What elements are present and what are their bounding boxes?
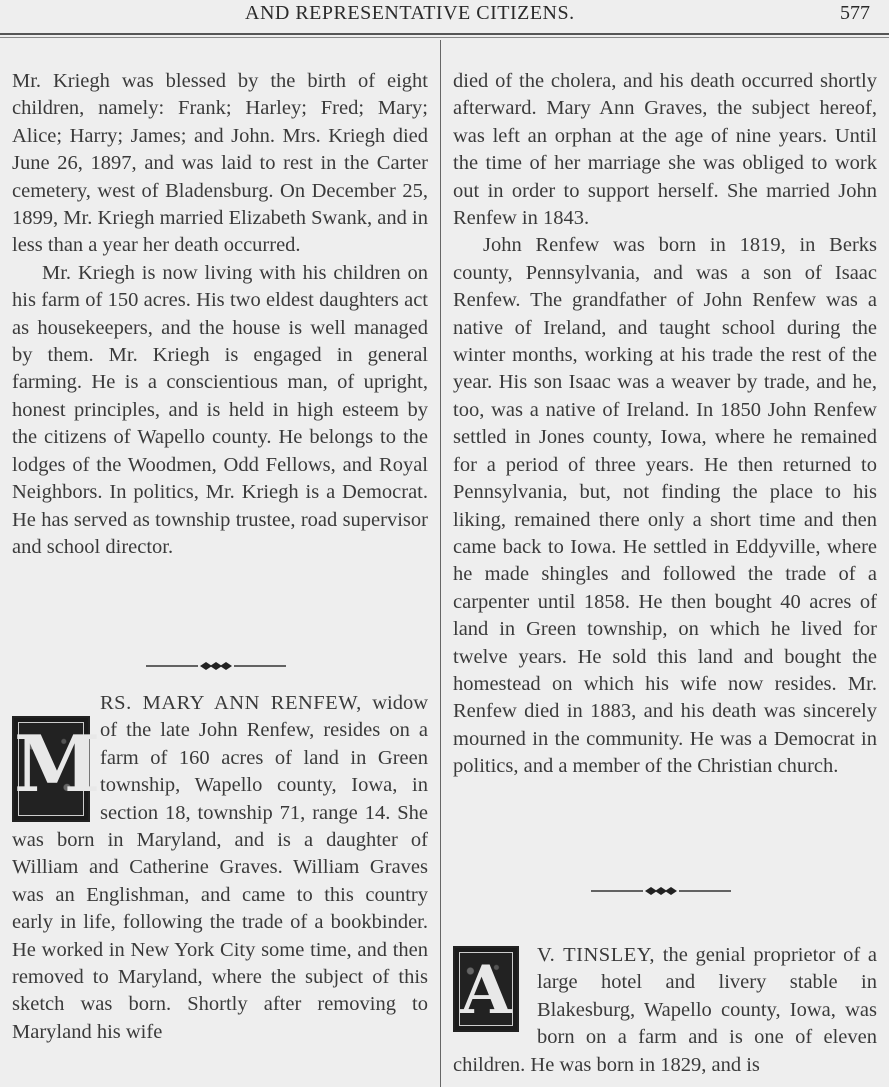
drop-cap-a — [453, 946, 519, 1032]
section-ornament — [146, 659, 286, 673]
tinsley-section — [453, 942, 877, 1079]
kriegh-farm-paragraph: Mr. Kriegh is now living with his children on his farm of 150 acres. His two eldest daughters act as housekeepers, and the house is well managed by them. Mr. Kriegh is engaged in general farming. He is a conscientious man, of upright, honest principles, and is held in high esteem by the citizens of Wapello county. He belongs to the lodges of the Woodmen, Odd Fellows, and Royal Neighbors. In politics, Mr. Kriegh is a Democrat. He has served as township trustee, road supervisor and school director. — [12, 261, 428, 558]
running-head: AND REPRESENTATIVE CITIZENS. — [245, 2, 575, 24]
section-divider-ornament-icon — [146, 659, 286, 673]
header-rule — [0, 33, 889, 35]
section-ornament-right — [591, 884, 731, 898]
john-renfew-paragraph: John Renfew was born in 1819, in Berks county, Pennsylvania, and was a son of Isaac Renfew. The grandfather of John Renfew was a native of Ireland, and taught school during the winter months, working at his trade the rest of the year. His son Isaac was a weaver by trade, and he, too, was a native of Ireland. In 1850 John Renfew settled in Jones county, Iowa, where he remained for a period of three years. He then returned to Pennsylvania, but, not finding the place to his liking, remained there only a short time and then came back to Iowa. He settled in Eddyville, where he made shingles and followed the trade of a carpenter until 1858. He then bought 40 acres of land in Green township, on which he lived for twelve years. He sold this land and bought the homestead on which his wife now resides. Mr. Renfew died in 1883, and his death was sincerely mourned in the community. He was a Democrat in politics, and a member of the Christian church. — [453, 234, 877, 778]
drop-cap-letter: M — [14, 719, 101, 810]
tinsley-name: V. TINSLEY, — [537, 944, 656, 966]
tinsley-biography-text: the genial proprietor of a large hotel and livery stable in Blakesburg, Wapello county, Iowa, was born on a farm and is one of eleven children. He was born in 1829, and is — [453, 944, 877, 1076]
column-divider — [440, 40, 441, 1087]
kriegh-children-paragraph: Mr. Kriegh was blessed by the birth of eight children, namely: Frank; Harley; Fred; Mary; Alice; Harry; James; and John. Mrs. Kriegh died June 26, 1897, and was laid to rest in the Carter cemetery, west of Bladensburg. On December 25, 1899, Mr. Kriegh married Elizabeth Swank, and in less than a year her death occurred. — [12, 70, 428, 257]
renfew-biography-text: widow of the late John Renfew, resides on a farm of 160 acres of land in Green township, Wapello county, Iowa, in section 18, township 71, range 14. She was born in Maryland, and is a daughter of William and Catherine Graves. William Graves was an Englishman, and came to this country early in life, following the trade of a bookbinder. He worked in New York City some time, and then removed to Maryland, where the subject of this sketch was born. Shortly after removing to Maryland his wife — [12, 692, 428, 1043]
left-column — [12, 68, 428, 561]
drop-cap-letter: A — [460, 951, 512, 1029]
header-rule-thin — [0, 37, 889, 38]
right-column — [453, 68, 877, 781]
page-header — [0, 0, 889, 30]
drop-cap-m — [12, 716, 101, 822]
page-number: 577 — [840, 2, 870, 24]
section-divider-ornament-icon — [591, 884, 731, 898]
renfew-section — [12, 690, 428, 1046]
graves-orphan-paragraph: died of the cholera, and his death occurred shortly afterward. Mary Ann Graves, the subject hereof, was left an orphan at the age of nine years. Until the time of her marriage she was obliged to work out in order to support herself. She married John Renfew in 1843. — [453, 70, 877, 230]
renfew-name: RS. MARY ANN RENFEW, — [100, 692, 362, 714]
